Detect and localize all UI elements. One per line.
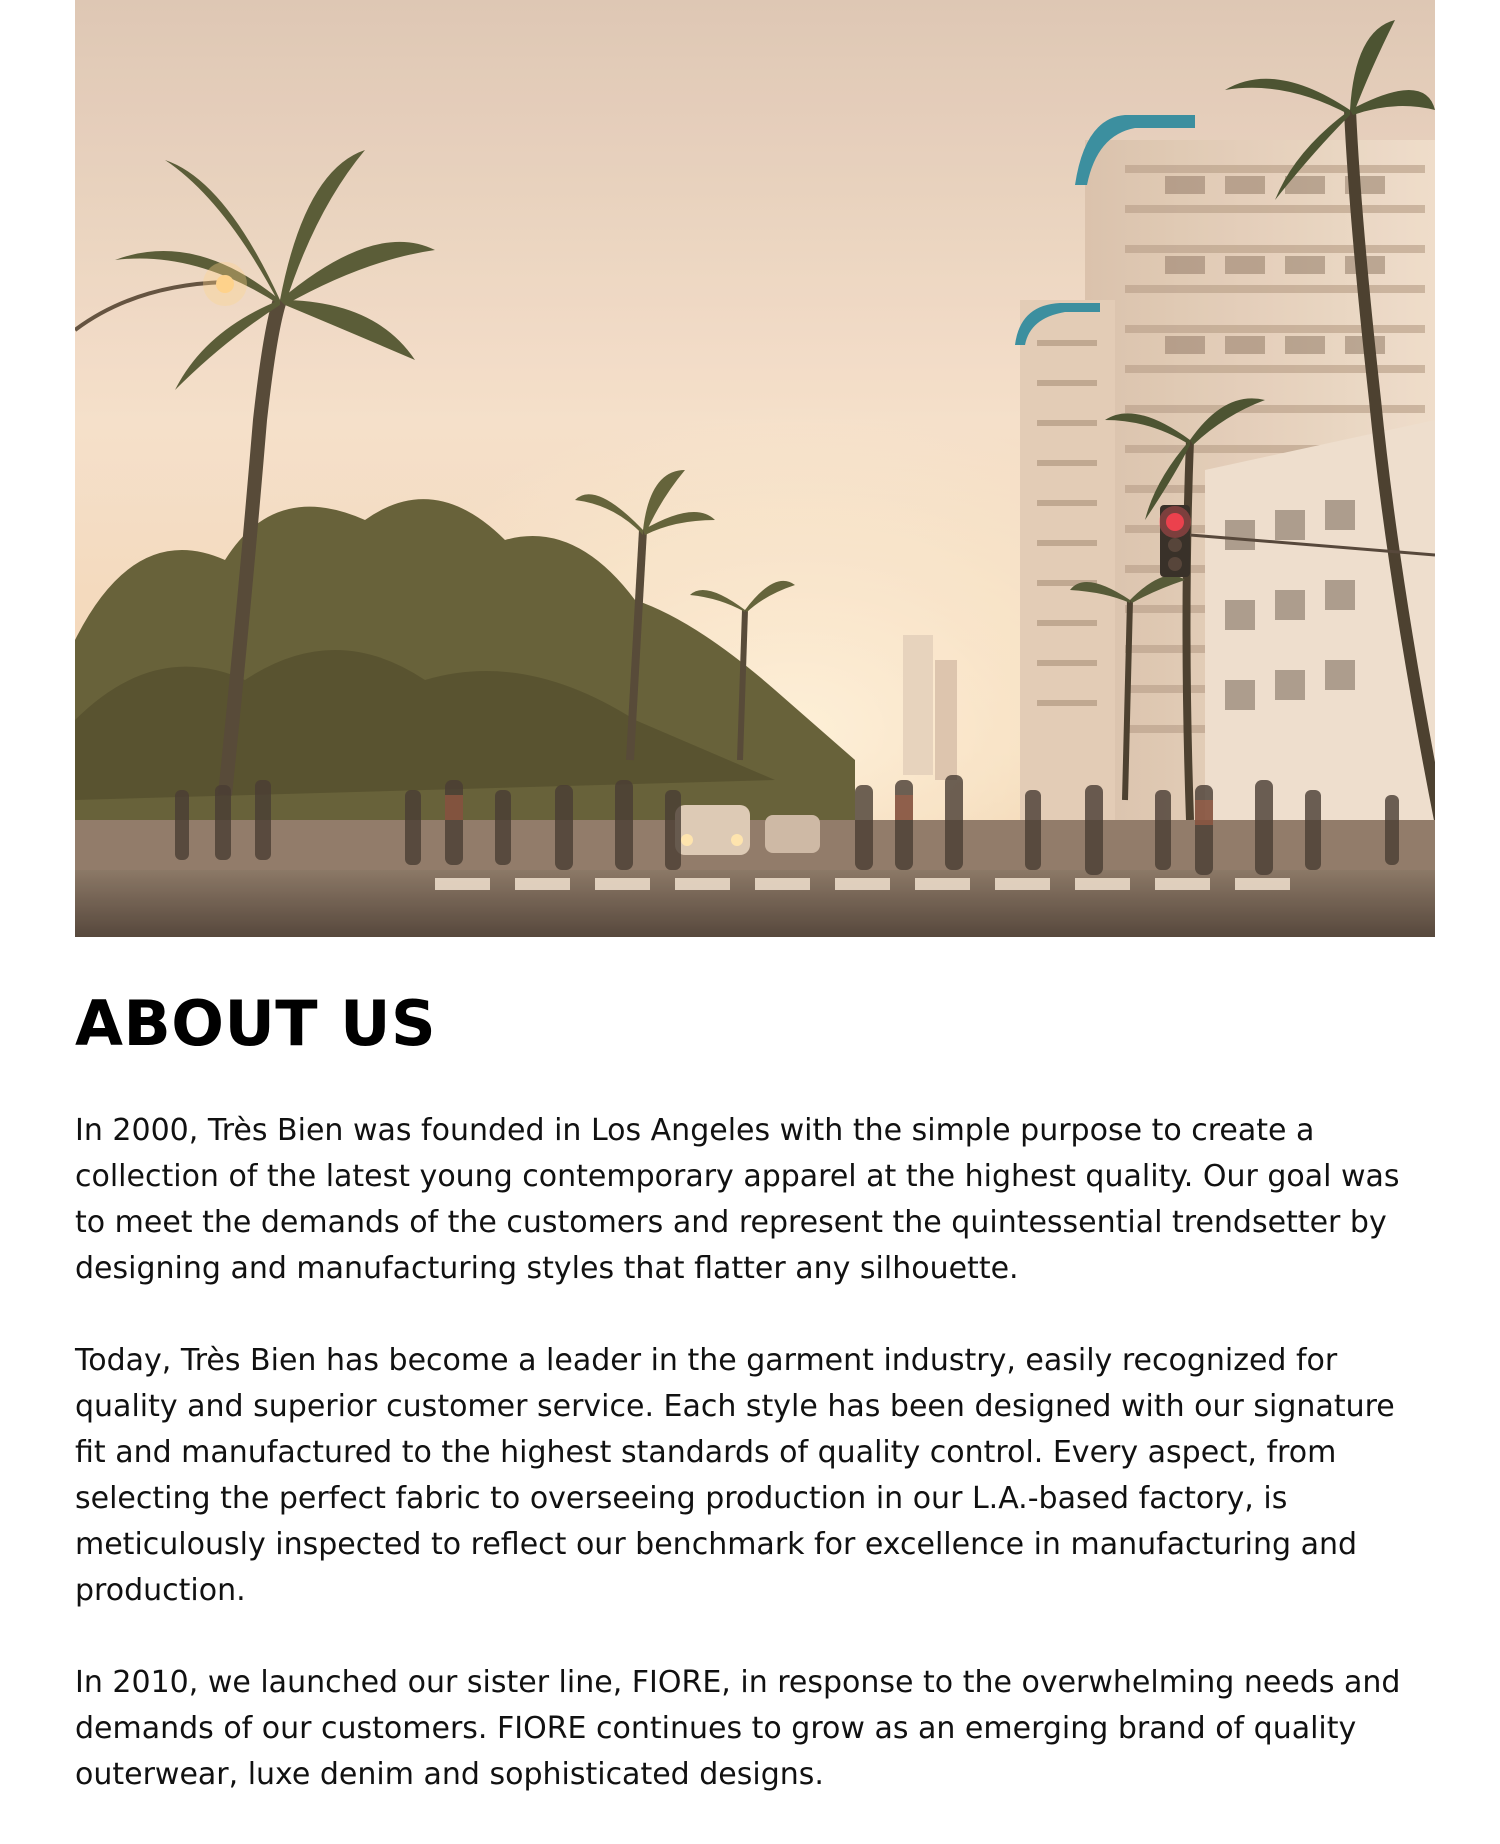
about-paragraph-today: Today, Très Bien has become a leader in the garment industry, easily recognized for quality and superior customer service. Each style has been designed with our signature fit and manufactured to the highest standards of quality control. Every aspect, from selecting the perfect fabric to overseeing production in our L.A.-based factory, is meticulously inspected to reflect our benchmark for excellence in manufacturing and production. <box>75 1343 1395 1608</box>
about-content <box>75 1108 1415 1844</box>
city-street-sunset-photo <box>75 0 1435 937</box>
page-title: ABOUT US <box>75 987 437 1060</box>
about-paragraph-fiore: In 2010, we launched our sister line, FIORE, in response to the overwhelming needs and demands of our customers. FIORE continues to grow as an emerging brand of quality outerwear, luxe denim and sophisticated designs. <box>75 1665 1401 1792</box>
hero-image <box>75 0 1435 937</box>
about-paragraph-history: In 2000, Très Bien was founded in Los Angeles with the simple purpose to create a collection of the latest young contemporary apparel at the highest quality. Our goal was to meet the demands of the customers and represent the quintessential trendsetter by designing and manufacturing styles that flatter any silhouette. <box>75 1113 1400 1286</box>
